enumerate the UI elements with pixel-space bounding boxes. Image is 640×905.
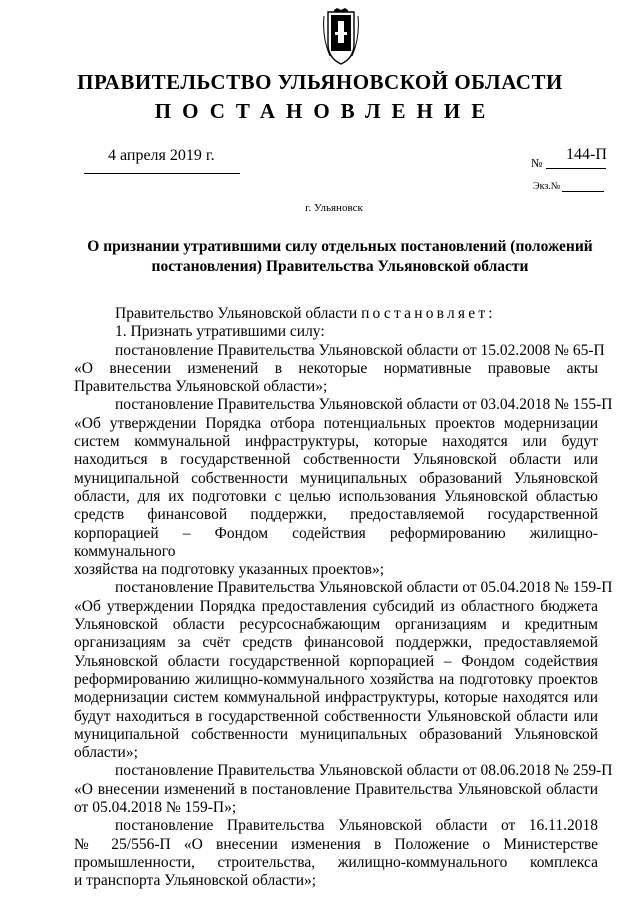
subject-line: О признании утратившими силу отдельных постановлений (положений xyxy=(87,238,593,255)
paragraph-line: корпорацией – Фондом содействия реформированию жилищно-коммунального xyxy=(74,524,598,560)
date-underline xyxy=(84,173,240,174)
paragraph-line: муниципальной собственности муниципальных образований Ульяновской xyxy=(74,469,598,487)
city-name: г. Ульяновск xyxy=(305,202,363,214)
intro-line xyxy=(74,305,598,323)
intro-verb: постановляет: xyxy=(361,305,496,322)
item-1: 1. Признать утратившими силу: xyxy=(115,323,325,341)
paragraph-line: области»; xyxy=(74,744,138,762)
paragraph-line: модернизации систем коммунальной инфраструктуры, которые находятся или xyxy=(74,689,598,707)
paragraph-line: области, для их подготовки с целью использования Ульяновской областью xyxy=(74,487,598,505)
document-date: 4 апреля 2019 г. xyxy=(108,147,215,164)
paragraph-line: организациям за счёт средств финансовой поддержки, предоставляемой xyxy=(74,634,598,652)
paragraph-line: находиться в государственной собственности Ульяновской области или xyxy=(74,451,598,469)
paragraph-line: от 05.04.2018 № 159-П»; xyxy=(74,799,237,817)
paragraph-line: реформированию жилищно-коммунального хозяйства на подготовку проектов xyxy=(74,670,598,688)
paragraph-line: Ульяновской области ресурсоснабжающим организациям и кредитным xyxy=(74,616,598,634)
paragraph-line: муниципальной собственности муниципальных образований Ульяновской xyxy=(74,725,598,743)
number-sign: № xyxy=(531,156,543,170)
document-number: 144-П xyxy=(566,146,607,163)
coat-of-arms-emblem xyxy=(322,8,360,66)
paragraph-line: «Об утверждении Порядка отбора потенциальных проектов модернизации xyxy=(74,414,598,432)
document-body xyxy=(74,305,613,891)
paragraph-line: будут находиться в государственной собственности Ульяновской области или xyxy=(74,707,598,725)
paragraph-line: постановление Правительства Ульяновской области от 15.02.2008 № 65-П xyxy=(115,341,605,359)
paragraph-line: № 25/556-П «О внесении изменения в Положение о Министерстве xyxy=(74,835,598,853)
paragraph-line: постановление Правительства Ульяновской области от 03.04.2018 № 155-П xyxy=(115,396,613,414)
paragraph-line: «Об утверждении Порядка предоставления субсидий из областного бюджета xyxy=(74,597,598,615)
copy-number-underline xyxy=(562,191,604,192)
paragraph-line: Правительства Ульяновской области»; xyxy=(74,378,328,396)
paragraph-line: «О внесении изменений в постановление Правительства Ульяновской области xyxy=(74,780,598,798)
paragraph-line: Ульяновской области государственной корпорацией – Фондом содействия xyxy=(74,652,598,670)
paragraph-line: постановление Правительства Ульяновской области от 16.11.2018 xyxy=(115,817,598,835)
intro-text: Правительство Ульяновской области xyxy=(115,305,358,322)
paragraph-line: «О внесении изменений в некоторые нормативные правовые акты xyxy=(74,359,598,377)
government-title: ПРАВИТЕЛЬСТВО УЛЬЯНОВСКОЙ ОБЛАСТИ xyxy=(77,70,563,94)
document-subject xyxy=(80,237,600,277)
copy-number-label: Экз.№ xyxy=(533,181,561,192)
document-type: ПОСТАНОВЛЕНИЕ xyxy=(154,99,497,123)
number-underline xyxy=(546,168,606,169)
paragraph-line: средств финансовой поддержки, предоставляемой государственной xyxy=(74,506,598,524)
paragraph-line: и транспорта Ульяновской области»; xyxy=(74,872,317,890)
subject-line: постановления) Правительства Ульяновской области xyxy=(151,258,529,275)
paragraph-line: промышленности, строительства, жилищно-коммунального комплекса xyxy=(74,853,598,871)
paragraph-line: хозяйства на подготовку указанных проектов»; xyxy=(74,561,385,579)
paragraph-line: постановление Правительства Ульяновской области от 08.06.2018 № 259-П xyxy=(115,762,613,780)
paragraph-line: систем коммунальной инфраструктуры, которые находятся или будут xyxy=(74,433,598,451)
paragraph-line: постановление Правительства Ульяновской области от 05.04.2018 № 159-П xyxy=(115,579,613,597)
